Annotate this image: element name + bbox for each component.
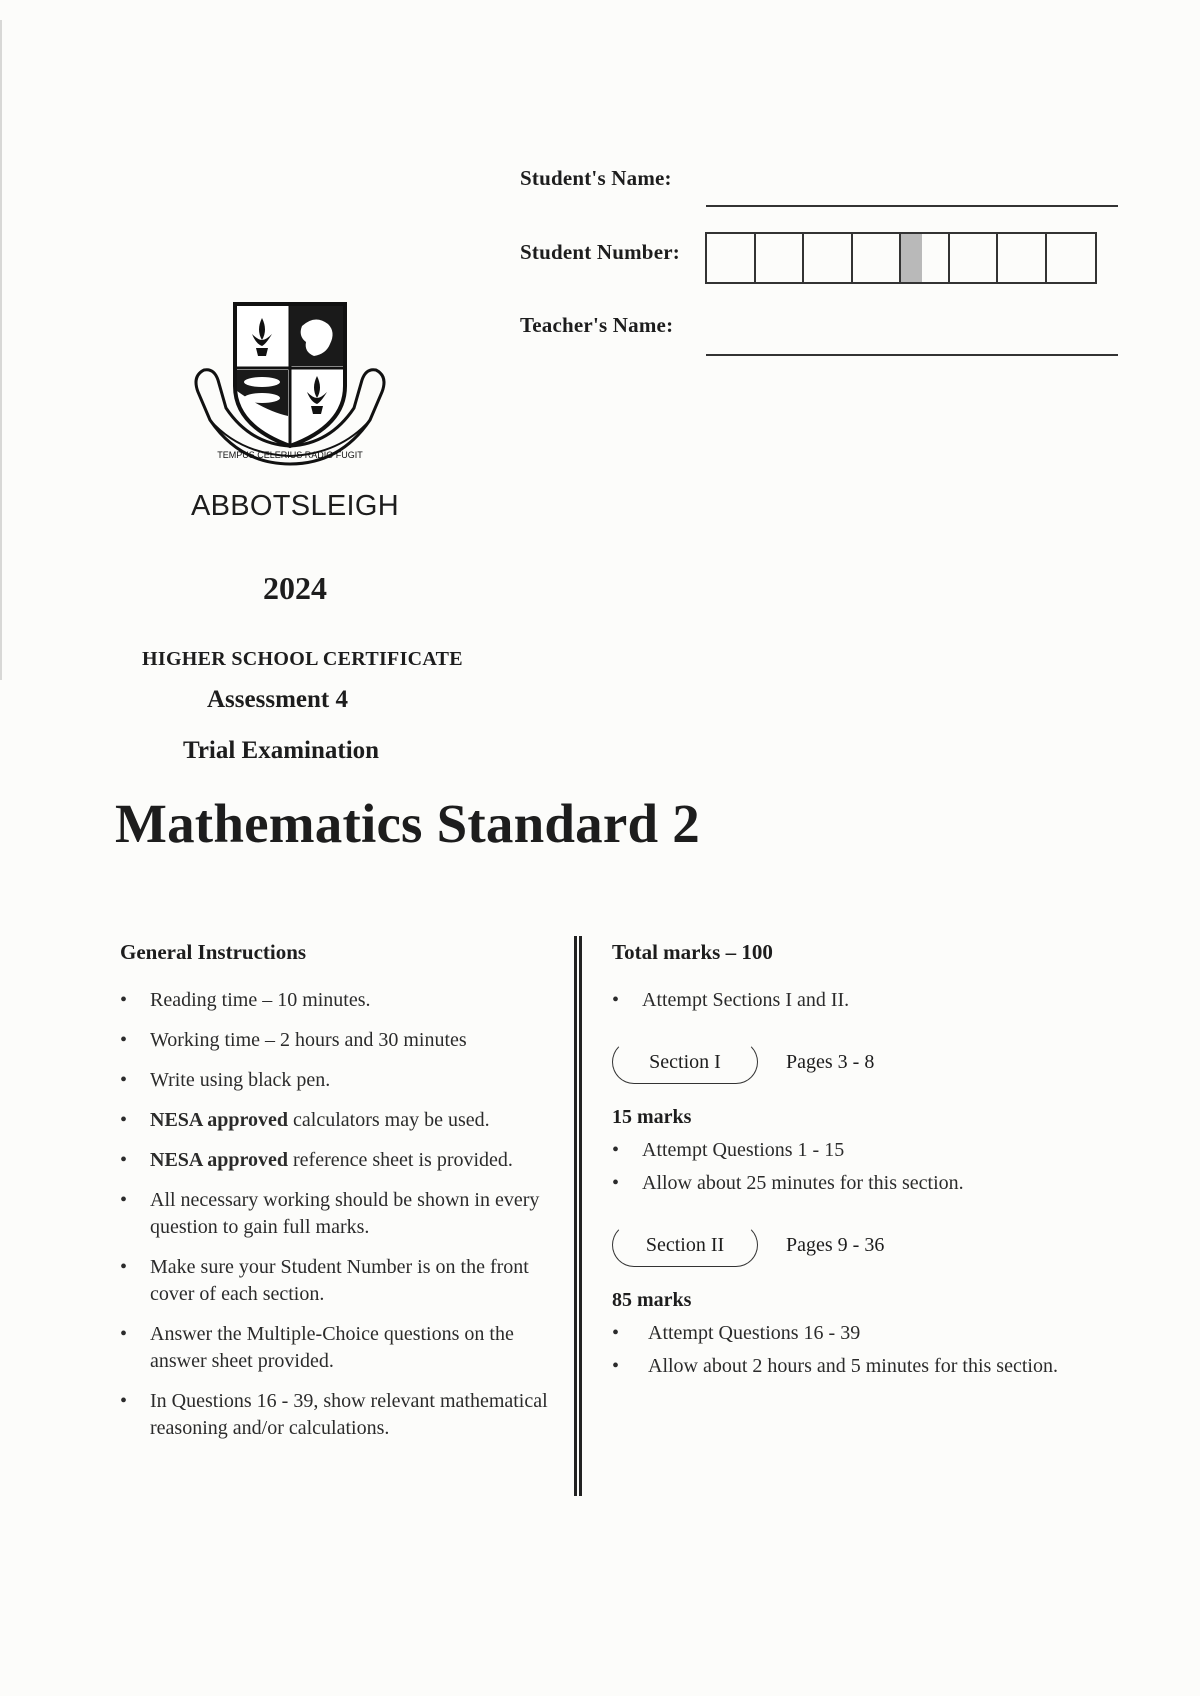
column-divider bbox=[574, 936, 582, 1496]
instruction-item bbox=[120, 1187, 575, 1241]
school-name: ABBOTSLEIGH bbox=[191, 490, 399, 522]
instruction-text: Answer the Multiple-Choice questions on the answer sheet provided. bbox=[150, 1323, 514, 1372]
instruction-text: Make sure your Student Number is on the front cover of each section. bbox=[150, 1256, 529, 1305]
instruction-text: In Questions 16 - 39, show relevant mathematical reasoning and/or calculations. bbox=[150, 1390, 548, 1439]
instruction-text: reference sheet is provided. bbox=[288, 1149, 513, 1171]
student-number-box[interactable] bbox=[1047, 234, 1096, 282]
instruction-item bbox=[120, 987, 575, 1014]
assessment-title: Assessment 4 bbox=[207, 686, 348, 713]
section-2-item: • Allow about 2 hours and 5 minutes for this section. bbox=[612, 1353, 1132, 1380]
student-number-box[interactable] bbox=[756, 234, 805, 282]
student-number-box[interactable] bbox=[804, 234, 853, 282]
section-1-row bbox=[612, 1040, 1132, 1084]
instruction-text: Reading time – 10 minutes. bbox=[150, 989, 371, 1011]
instruction-text: calculators may be used. bbox=[288, 1109, 490, 1131]
section-2-item: • Attempt Questions 16 - 39 bbox=[612, 1320, 1132, 1347]
section-1-pill: Section I bbox=[612, 1040, 758, 1084]
instruction-item bbox=[120, 1107, 575, 1134]
student-number-box[interactable] bbox=[853, 234, 902, 282]
exam-year: 2024 bbox=[263, 570, 327, 606]
general-instructions bbox=[120, 940, 575, 1455]
student-number-label: Student Number: bbox=[520, 240, 680, 264]
instructions-list bbox=[120, 987, 575, 1442]
section-2-row bbox=[612, 1223, 1132, 1267]
scan-edge bbox=[0, 20, 2, 680]
section-2-pill: Section II bbox=[612, 1223, 758, 1267]
instruction-item bbox=[120, 1027, 575, 1054]
teacher-name-label: Teacher's Name: bbox=[520, 313, 674, 337]
subject-title: Mathematics Standard 2 bbox=[115, 793, 700, 854]
instruction-item bbox=[120, 1067, 575, 1094]
section-1-item: • Attempt Questions 1 - 15 bbox=[612, 1137, 1132, 1164]
student-number-box[interactable] bbox=[998, 234, 1047, 282]
general-instructions-heading: General Instructions bbox=[120, 940, 307, 964]
student-number-box[interactable] bbox=[950, 234, 999, 282]
exam-structure bbox=[612, 940, 1132, 1386]
section-2-marks: 85 marks bbox=[612, 1289, 692, 1311]
student-number-boxes[interactable] bbox=[705, 232, 1097, 284]
school-crest-icon bbox=[190, 296, 390, 466]
instruction-item bbox=[120, 1254, 575, 1308]
section-2-pages: Pages 9 - 36 bbox=[786, 1233, 885, 1256]
student-name-line[interactable] bbox=[706, 205, 1118, 207]
instruction-text: Working time – 2 hours and 30 minutes bbox=[150, 1029, 467, 1051]
certificate-title: HIGHER SCHOOL CERTIFICATE bbox=[142, 648, 463, 670]
total-marks-heading: Total marks – 100 bbox=[612, 940, 773, 964]
student-number-box[interactable] bbox=[707, 234, 756, 282]
student-number-box[interactable] bbox=[901, 234, 950, 282]
instruction-bold-text: NESA approved bbox=[150, 1109, 289, 1131]
instruction-item bbox=[120, 1388, 575, 1442]
instruction-text: Write using black pen. bbox=[150, 1069, 331, 1091]
instruction-text: All necessary working should be shown in every question to gain full marks. bbox=[150, 1189, 540, 1238]
teacher-name-line[interactable] bbox=[706, 354, 1118, 356]
section-1-marks: 15 marks bbox=[612, 1106, 692, 1128]
exam-type: Trial Examination bbox=[183, 737, 380, 764]
section-1-item: • Allow about 25 minutes for this section. bbox=[612, 1170, 1132, 1197]
instruction-item bbox=[120, 1147, 575, 1174]
attempt-sections-item: • Attempt Sections I and II. bbox=[612, 987, 1132, 1014]
section-1-pages: Pages 3 - 8 bbox=[786, 1050, 875, 1073]
crest-motto: TEMPUS CELERIUS RADIO FUGIT bbox=[217, 450, 363, 460]
instruction-item bbox=[120, 1321, 575, 1375]
student-name-label: Student's Name: bbox=[520, 166, 672, 190]
instruction-bold-text: NESA approved bbox=[150, 1149, 289, 1171]
